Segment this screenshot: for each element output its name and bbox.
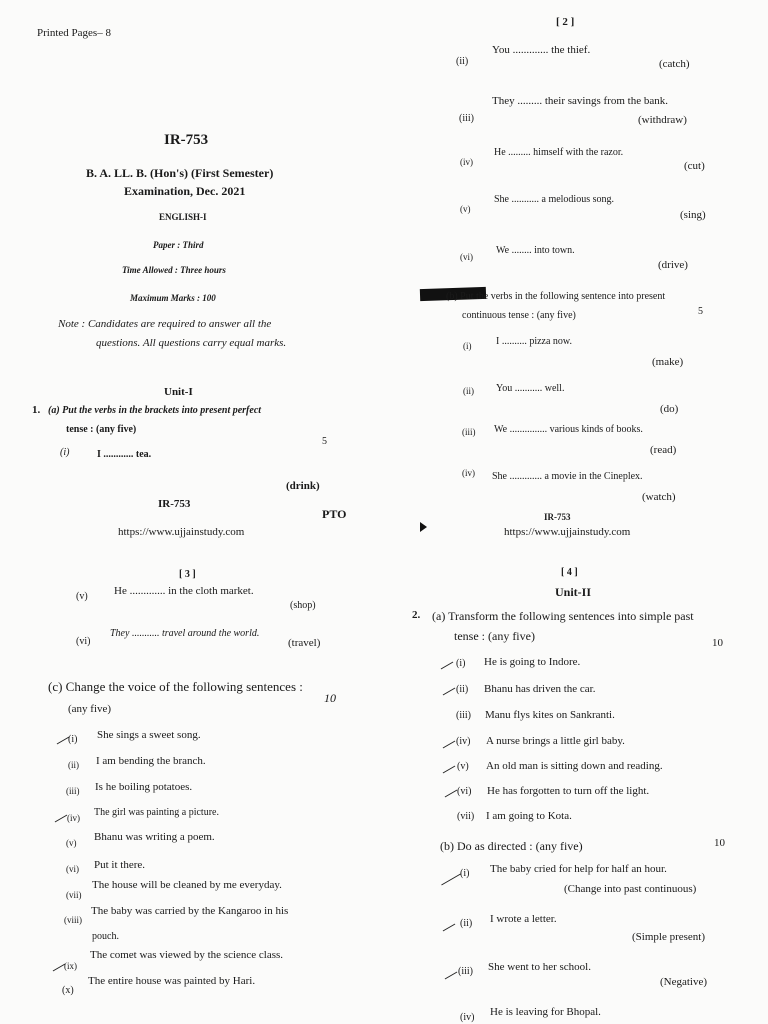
- item-hint: (drink): [286, 480, 320, 492]
- item-number: (iii): [66, 786, 80, 796]
- qc-marks: 10: [324, 691, 336, 705]
- item-text: I wrote a letter.: [490, 913, 557, 925]
- item-text: Manu flys kites on Sankranti.: [485, 709, 615, 721]
- footer-code: IR-753: [158, 498, 191, 510]
- item-hint: (watch): [642, 491, 676, 503]
- item-text-continued: pouch.: [92, 931, 119, 942]
- item-text: A nurse brings a little girl baby.: [486, 735, 625, 747]
- item-number: (vi): [460, 252, 473, 262]
- item-number: (v): [460, 204, 471, 214]
- item-number: (i): [463, 341, 472, 351]
- item-text: I am going to Kota.: [486, 810, 572, 822]
- page-1: [0, 0, 384, 545]
- item-number: (i): [60, 447, 70, 458]
- item-number: (iii): [456, 710, 471, 721]
- item-hint: (read): [650, 444, 677, 456]
- item-text: The baby was carried by the Kangaroo in his: [91, 905, 289, 917]
- item-text: She ............. a movie in the Cineplex.: [492, 471, 643, 482]
- pto: PTO: [322, 507, 347, 521]
- qc-line-2: (any five): [68, 703, 112, 715]
- item-text: An old man is sitting down and reading.: [486, 760, 663, 772]
- q2b-heading: (b) Do as directed : (any five): [440, 839, 583, 853]
- item-number: (vii): [457, 811, 475, 822]
- q1a-line-2: tense : (any five): [66, 424, 137, 435]
- item-hint: (Negative): [660, 976, 708, 988]
- item-text: They ........... travel around the world.: [110, 628, 260, 639]
- item-text: She went to her school.: [488, 961, 591, 973]
- item-text: I ............ tea.: [97, 449, 152, 460]
- item-number: (iv): [462, 468, 475, 478]
- item-text: You ............. the thief.: [492, 44, 591, 56]
- unit-heading: Unit-I: [164, 386, 193, 398]
- tick-mark: [443, 924, 456, 932]
- item-text: We ............... various kinds of books.: [494, 424, 643, 435]
- cursor-arrow-icon: [420, 522, 427, 532]
- item-text: Bhanu was writing a poem.: [94, 831, 215, 843]
- tick-mark: [443, 766, 456, 774]
- page-number: [ 4 ]: [561, 567, 578, 578]
- item-text: I .......... pizza now.: [496, 336, 572, 347]
- subject: ENGLISH-I: [159, 212, 207, 222]
- time-allowed: Time Allowed : Three hours: [122, 265, 226, 275]
- item-text: He ............. in the cloth market.: [114, 585, 254, 597]
- item-hint: (sing): [680, 209, 706, 221]
- qc-line-1: (c) Change the voice of the following sentences :: [48, 679, 303, 694]
- item-text: He is going to Indore.: [484, 656, 581, 668]
- item-number: (ii): [463, 386, 474, 396]
- item-text: She sings a sweet song.: [97, 729, 201, 741]
- item-text: The baby cried for help for half an hour.: [490, 863, 667, 875]
- paper-number: Paper : Third: [153, 240, 204, 250]
- item-number: (ii): [456, 56, 469, 67]
- item-number: (v): [457, 761, 469, 772]
- item-hint: (make): [652, 356, 684, 368]
- item-text: The house will be cleaned by me everyday.: [92, 879, 282, 891]
- item-number: (iv): [67, 813, 80, 823]
- item-number: (viii): [64, 915, 82, 925]
- item-number: (x): [62, 985, 74, 996]
- tick-mark: [55, 815, 68, 823]
- item-text: The entire house was painted by Hari.: [88, 975, 256, 987]
- item-number: (i): [456, 658, 466, 669]
- item-text: She ........... a melodious song.: [494, 194, 614, 205]
- q2b-marks: 10: [714, 837, 725, 849]
- maximum-marks: Maximum Marks : 100: [130, 293, 216, 303]
- question-number: 1.: [32, 404, 41, 416]
- item-number: (vi): [76, 636, 91, 647]
- q2a-marks: 10: [712, 637, 723, 649]
- question-number: 2.: [412, 609, 421, 621]
- item-number: (iv): [460, 1012, 475, 1023]
- item-number: (i): [460, 868, 470, 879]
- tick-mark: [441, 662, 454, 670]
- item-text: The girl was painting a picture.: [94, 807, 219, 818]
- q1a-marks: 5: [322, 436, 327, 447]
- qb-line-1: (b) Put the verbs in the following sentence into present: [446, 291, 666, 302]
- item-text: Is he boiling potatoes.: [95, 781, 193, 793]
- item-number: (vi): [457, 786, 472, 797]
- item-number: (vii): [66, 890, 82, 900]
- item-text: The comet was viewed by the science class.: [90, 949, 284, 961]
- tick-mark: [443, 741, 456, 749]
- item-text: Put it there.: [94, 859, 146, 871]
- footer-code: IR-753: [544, 512, 571, 522]
- page-2: [384, 0, 768, 545]
- note-line-2: questions. All questions carry equal marks.: [96, 337, 287, 349]
- page-number: [ 2 ]: [556, 16, 575, 28]
- qb-marks: 5: [698, 306, 703, 317]
- q2a-line-2: tense : (any five): [454, 629, 535, 643]
- item-hint: (shop): [290, 600, 316, 611]
- item-hint: (Change into past continuous): [564, 883, 697, 895]
- item-text: I am bending the branch.: [96, 755, 206, 767]
- item-hint: (catch): [659, 58, 690, 70]
- item-number: (iii): [458, 966, 473, 977]
- paper-code: IR-753: [164, 132, 209, 148]
- item-text: Bhanu has driven the car.: [484, 683, 596, 695]
- item-hint: (withdraw): [638, 114, 687, 126]
- q1a-line-1: (a) Put the verbs in the brackets into present perfect: [48, 405, 262, 416]
- item-hint: (drive): [658, 259, 688, 271]
- footer-url: https://www.ujjainstudy.com: [118, 526, 245, 538]
- item-number: (iii): [462, 427, 476, 437]
- tick-mark: [441, 874, 461, 886]
- item-number: (ii): [460, 918, 473, 929]
- item-text: He ......... himself with the razor.: [494, 147, 624, 158]
- item-text: They ......... their savings from the bank.: [492, 95, 668, 107]
- item-text: He is leaving for Bhopal.: [490, 1006, 601, 1018]
- item-number: (iv): [456, 736, 471, 747]
- item-number: (v): [66, 838, 77, 848]
- item-number: (iv): [460, 157, 473, 167]
- item-number: (vi): [66, 864, 79, 874]
- item-number: (ix): [64, 961, 77, 971]
- page-4: [384, 545, 768, 1024]
- item-hint: (Simple present): [632, 931, 706, 943]
- item-number: (ii): [68, 760, 79, 770]
- item-number: (i): [68, 734, 78, 745]
- item-hint: (travel): [288, 637, 321, 649]
- item-hint: (do): [660, 403, 679, 415]
- item-text: We ........ into town.: [496, 245, 575, 256]
- item-number: (iii): [459, 113, 474, 124]
- printed-pages: Printed Pages– 8: [37, 27, 111, 39]
- item-hint: (cut): [684, 160, 705, 172]
- q2a-line-1: (a) Transform the following sentences into simple past: [432, 609, 694, 623]
- item-text: You ........... well.: [496, 383, 565, 394]
- page-number: [ 3 ]: [179, 569, 196, 580]
- footer-url: https://www.ujjainstudy.com: [504, 526, 631, 538]
- qb-line-2: continuous tense : (any five): [462, 310, 576, 321]
- note-line-1: Note : Candidates are required to answer all the: [58, 318, 272, 330]
- item-number: (v): [76, 591, 88, 602]
- degree-title: B. A. LL. B. (Hon's) (First Semester): [86, 166, 274, 180]
- item-text: He has forgotten to turn off the light.: [487, 785, 650, 797]
- unit-heading: Unit-II: [555, 585, 592, 599]
- tick-mark: [445, 972, 458, 980]
- page-3: [0, 545, 384, 1024]
- tick-mark: [445, 790, 458, 798]
- exam-session: Examination, Dec. 2021: [124, 184, 246, 198]
- item-number: (ii): [456, 684, 469, 695]
- tick-mark: [443, 688, 456, 696]
